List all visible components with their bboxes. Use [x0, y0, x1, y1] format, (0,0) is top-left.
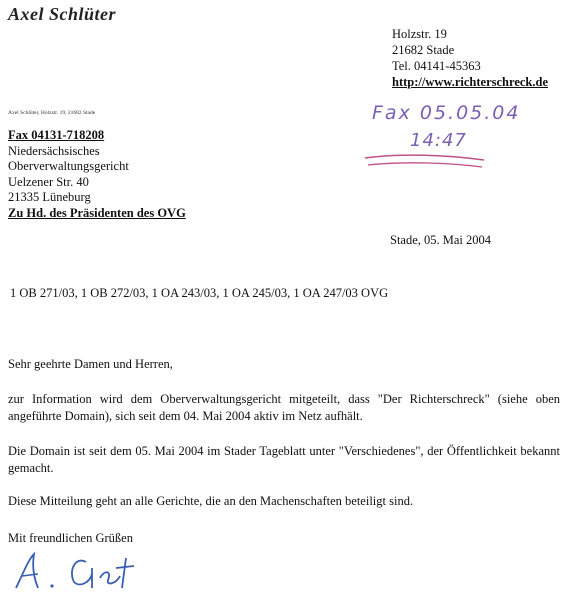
recipient-address-block [8, 128, 186, 221]
sender-city: 21682 Stade [392, 43, 455, 57]
recipient-line1: Niedersächsisches [8, 143, 100, 158]
body-paragraph-1: zur Information wird dem Oberverwaltungsgericht mitgeteilt, dass "Der Richterschreck" (siehe oben angeführte Domain), sich seit dem 04. Mai 2004 aktiv im Netz aufhält. [8, 392, 560, 423]
recipient-line2: Oberverwaltungsgericht [8, 159, 129, 173]
sender-url-link[interactable]: http://www.richterschreck.de [392, 75, 548, 89]
letterhead-brand: Axel Schlüter [8, 4, 117, 24]
handwritten-underline [362, 150, 487, 170]
recipient-attention: Zu Hd. des Präsidenten des OVG [8, 205, 186, 220]
return-address-line: Axel Schlüter, Holzstr. 19, 21682 Stade [8, 110, 96, 116]
letter-date: Stade, 05. Mai 2004 [390, 233, 492, 247]
recipient-city: 21335 Lüneburg [8, 190, 91, 204]
salutation: Sehr geehrte Damen und Herren, [8, 357, 173, 371]
recipient-fax: Fax 04131-718208 [8, 128, 105, 142]
handwritten-time-note: 14:47 [410, 130, 467, 151]
sender-street: Holzstr. 19 [392, 27, 447, 41]
closing: Mit freundlichen Grüßen [8, 531, 133, 545]
body-paragraph-3: Diese Mitteilung geht an alle Gerichte, die an den Machenschaften beteiligt sind. [8, 494, 414, 508]
body-paragraph-2: Die Domain ist seit dem 05. Mai 2004 im Stader Tageblatt unter "Verschiedenes", der Öffentlichkeit bekannt gemacht. [8, 444, 560, 475]
handwritten-signature [8, 548, 168, 592]
handwritten-fax-note: Fax 05.05.04 [372, 102, 521, 124]
sender-address-block [392, 26, 548, 90]
case-reference: 1 OB 271/03, 1 OB 272/03, 1 OA 243/03, 1 OA 245/03, 1 OA 247/03 OVG [10, 286, 389, 300]
recipient-street: Uelzener Str. 40 [8, 174, 89, 189]
sender-phone: Tel. 04141-45363 [392, 59, 481, 73]
